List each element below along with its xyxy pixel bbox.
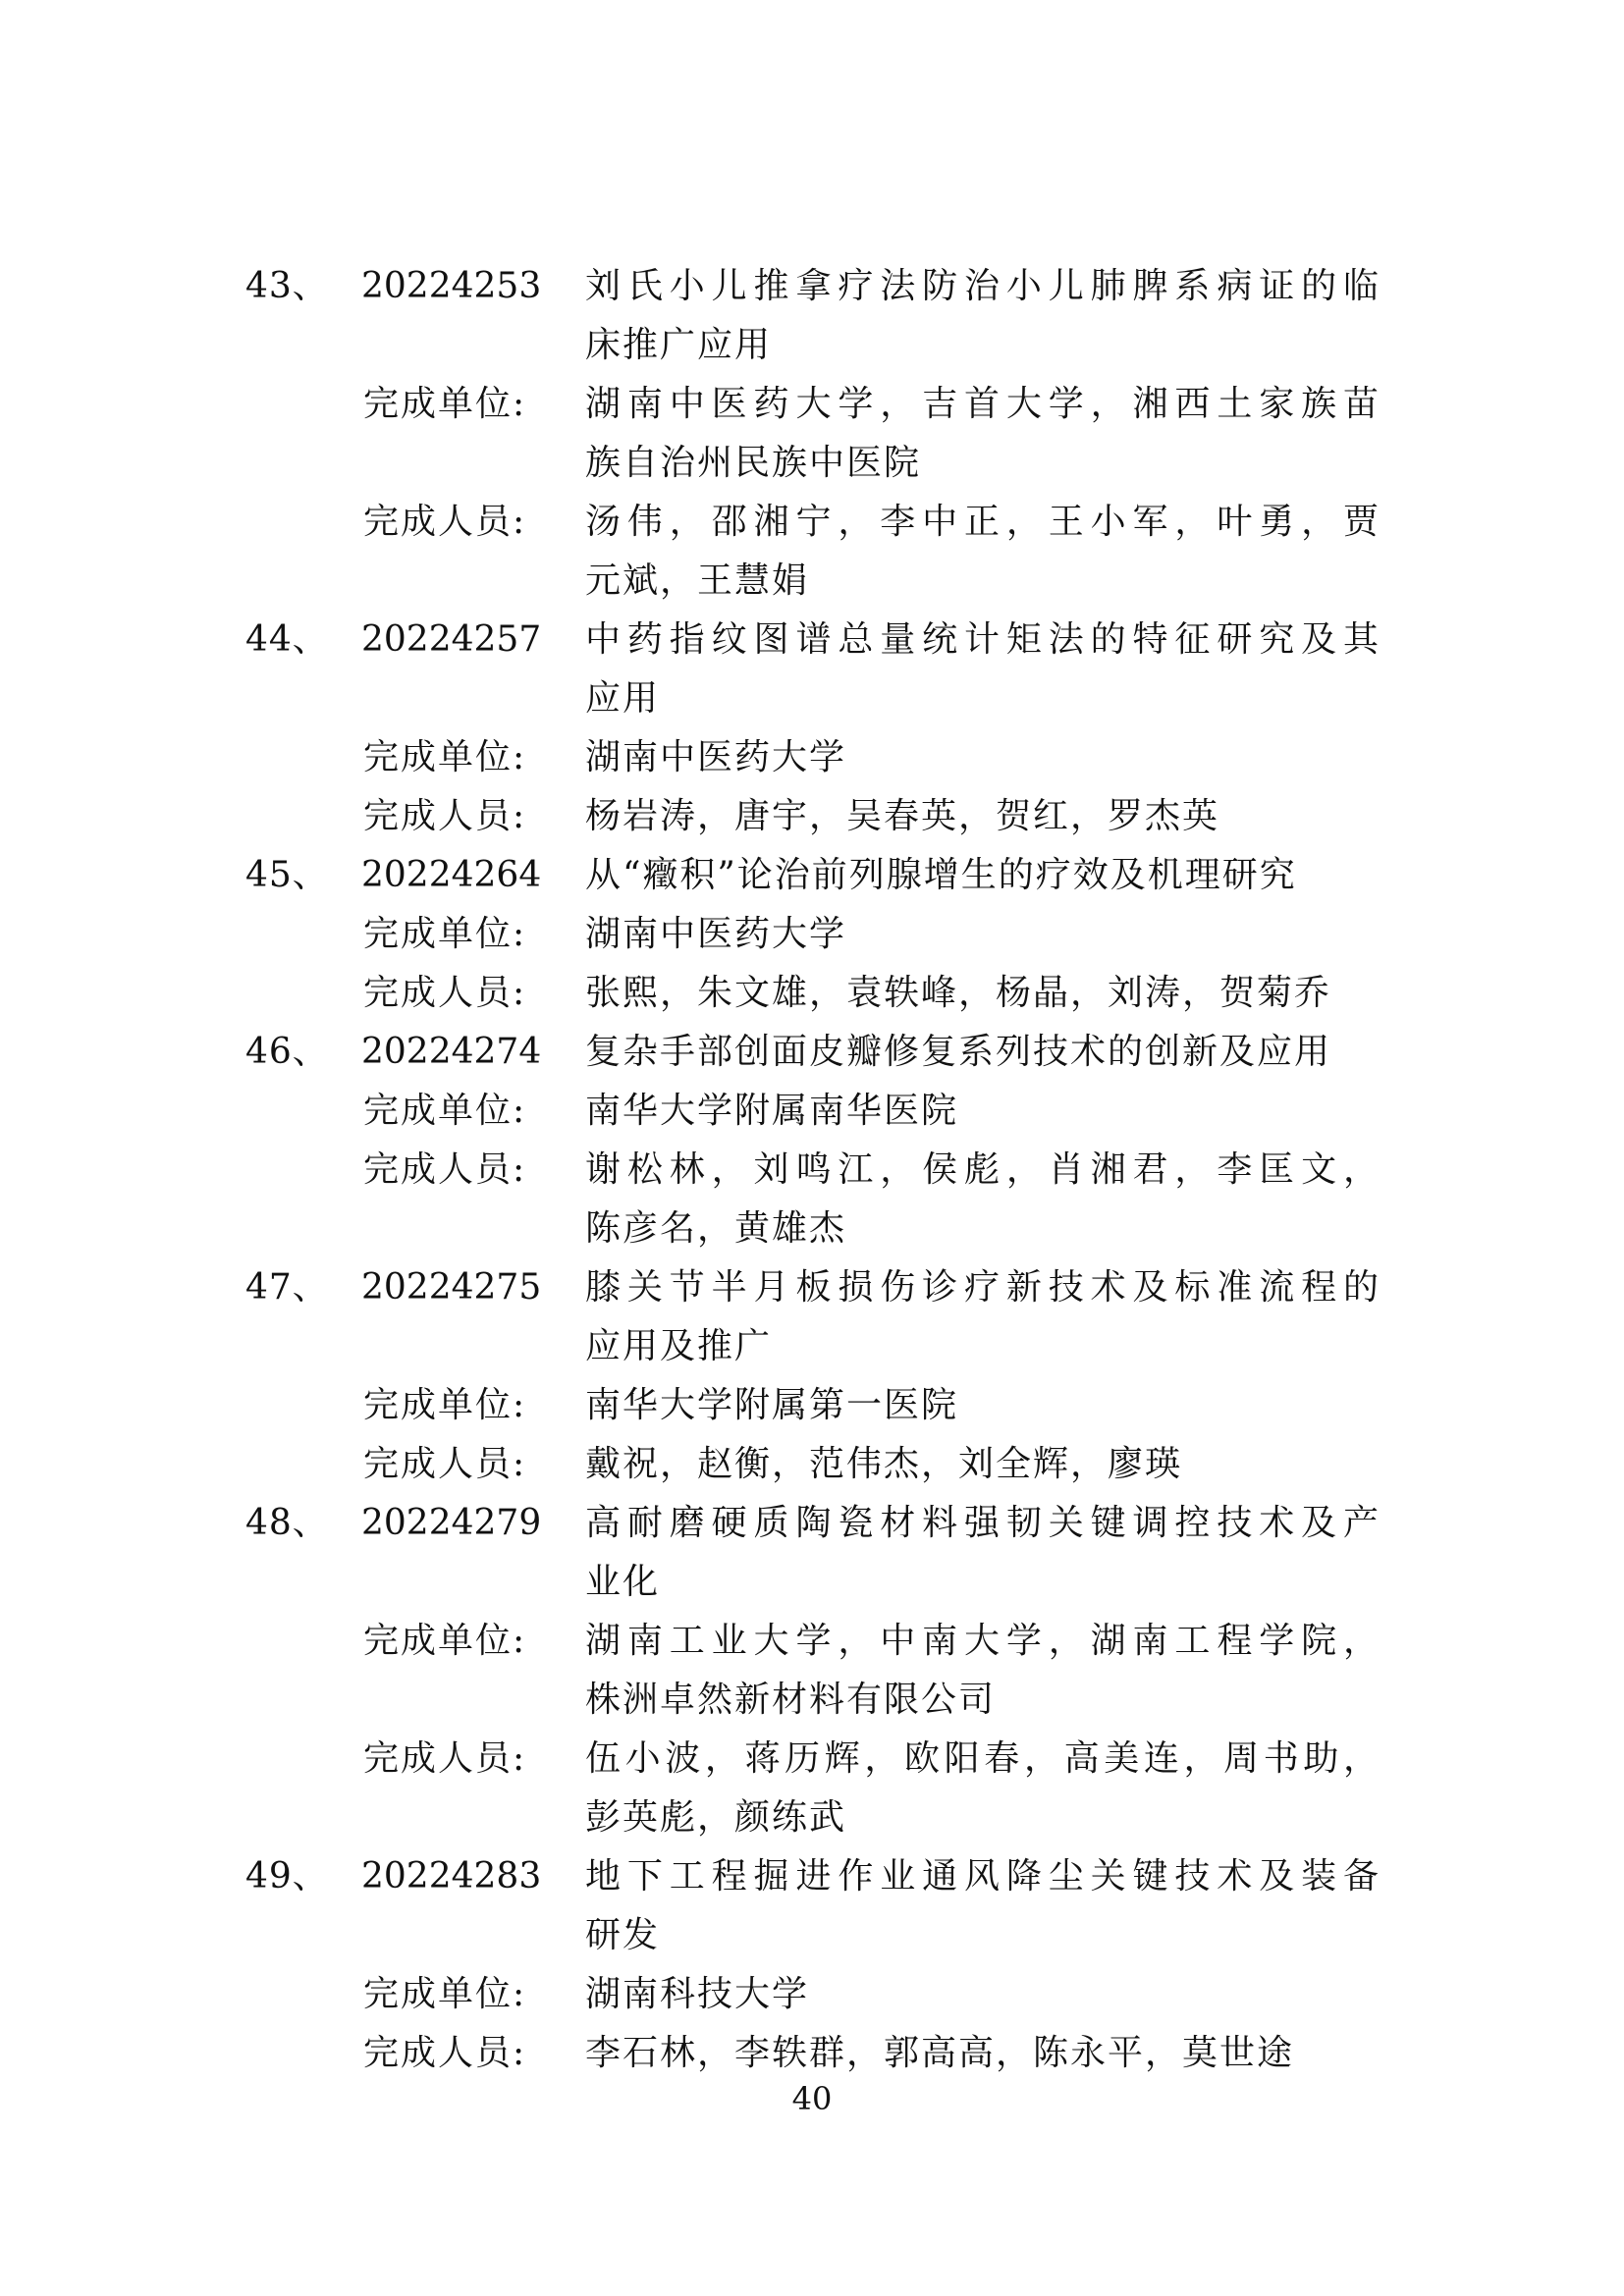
people-label: 完成人员: xyxy=(363,796,527,836)
project-title-line: 研发 xyxy=(585,1915,661,1955)
entry-number: 46、 xyxy=(245,1032,329,1072)
project-title-line: 刘氏小儿推拿疗法防治小儿肺脾系病证的临 xyxy=(585,266,1380,306)
entry-number: 45、 xyxy=(245,855,329,895)
project-code: 20224274 xyxy=(361,1032,542,1072)
unit-line: 株洲卓然新材料有限公司 xyxy=(585,1680,997,1720)
page-number: 40 xyxy=(791,2080,833,2117)
people-line: 彭英彪，颜练武 xyxy=(585,1797,847,1838)
unit-line: 湖南中医药大学 xyxy=(585,737,847,777)
people-label: 完成人员: xyxy=(363,1444,527,1484)
project-code: 20224257 xyxy=(361,619,542,660)
project-title-line: 应用及推广 xyxy=(585,1326,773,1366)
project-code: 20224253 xyxy=(361,266,542,306)
unit-line: 南华大学附属第一医院 xyxy=(585,1385,959,1425)
project-title-line: 床推广应用 xyxy=(585,325,773,365)
entry-number: 49、 xyxy=(245,1856,329,1896)
project-title-line: 从“癥积”论治前列腺增生的疗效及机理研究 xyxy=(585,855,1297,895)
people-line: 李石林，李轶群，郭高高，陈永平，莫世途 xyxy=(585,2033,1295,2073)
project-code: 20224283 xyxy=(361,1856,542,1896)
project-title-line: 高耐磨硬质陶瓷材料强韧关键调控技术及产 xyxy=(585,1503,1380,1543)
unit-line: 湖南工业大学，中南大学，湖南工程学院， xyxy=(585,1621,1380,1661)
project-code: 20224279 xyxy=(361,1503,542,1543)
people-label: 完成人员: xyxy=(363,2033,527,2073)
entry-number: 44、 xyxy=(245,619,329,660)
project-code: 20224264 xyxy=(361,855,542,895)
project-code: 20224275 xyxy=(361,1267,542,1308)
project-title-line: 应用 xyxy=(585,678,661,719)
entry-number: 43、 xyxy=(245,266,329,306)
people-label: 完成人员: xyxy=(363,1149,527,1190)
project-title-line: 中药指纹图谱总量统计矩法的特征研究及其 xyxy=(585,619,1380,660)
unit-label: 完成单位: xyxy=(363,384,527,424)
entry-number: 47、 xyxy=(245,1267,329,1308)
people-line: 元斌，王慧娟 xyxy=(585,561,810,601)
project-title-line: 复杂手部创面皮瓣修复系列技术的创新及应用 xyxy=(585,1032,1332,1072)
project-title-line: 膝关节半月板损伤诊疗新技术及标准流程的 xyxy=(585,1267,1380,1308)
unit-line: 南华大学附属南华医院 xyxy=(585,1091,959,1131)
unit-label: 完成单位: xyxy=(363,1385,527,1425)
unit-label: 完成单位: xyxy=(363,1974,527,2014)
unit-line: 湖南中医药大学，吉首大学，湘西土家族苗 xyxy=(585,384,1380,424)
people-line: 杨岩涛，唐宇，吴春英，贺红，罗杰英 xyxy=(585,796,1220,836)
unit-label: 完成单位: xyxy=(363,737,527,777)
people-line: 陈彦名，黄雄杰 xyxy=(585,1208,847,1249)
people-label: 完成人员: xyxy=(363,973,527,1013)
people-line: 伍小波，蒋历辉，欧阳春，高美连，周书助， xyxy=(585,1738,1380,1779)
unit-line: 湖南中医药大学 xyxy=(585,914,847,954)
people-line: 汤伟，邵湘宁，李中正，王小军，叶勇，贾 xyxy=(585,502,1380,542)
people-line: 戴祝，赵衡，范伟杰，刘全辉，廖瑛 xyxy=(585,1444,1183,1484)
entry-number: 48、 xyxy=(245,1503,329,1543)
people-line: 张熙，朱文雄，袁轶峰，杨晶，刘涛，贺菊乔 xyxy=(585,973,1332,1013)
unit-line: 族自治州民族中医院 xyxy=(585,443,922,483)
unit-label: 完成单位: xyxy=(363,1621,527,1661)
project-title-line: 地下工程掘进作业通风降尘关键技术及装备 xyxy=(585,1856,1380,1896)
unit-label: 完成单位: xyxy=(363,914,527,954)
project-title-line: 业化 xyxy=(585,1562,661,1602)
unit-label: 完成单位: xyxy=(363,1091,527,1131)
people-label: 完成人员: xyxy=(363,1738,527,1779)
people-line: 谢松林，刘鸣江，侯彪，肖湘君，李匡文， xyxy=(585,1149,1380,1190)
unit-line: 湖南科技大学 xyxy=(585,1974,810,2014)
people-label: 完成人员: xyxy=(363,502,527,542)
